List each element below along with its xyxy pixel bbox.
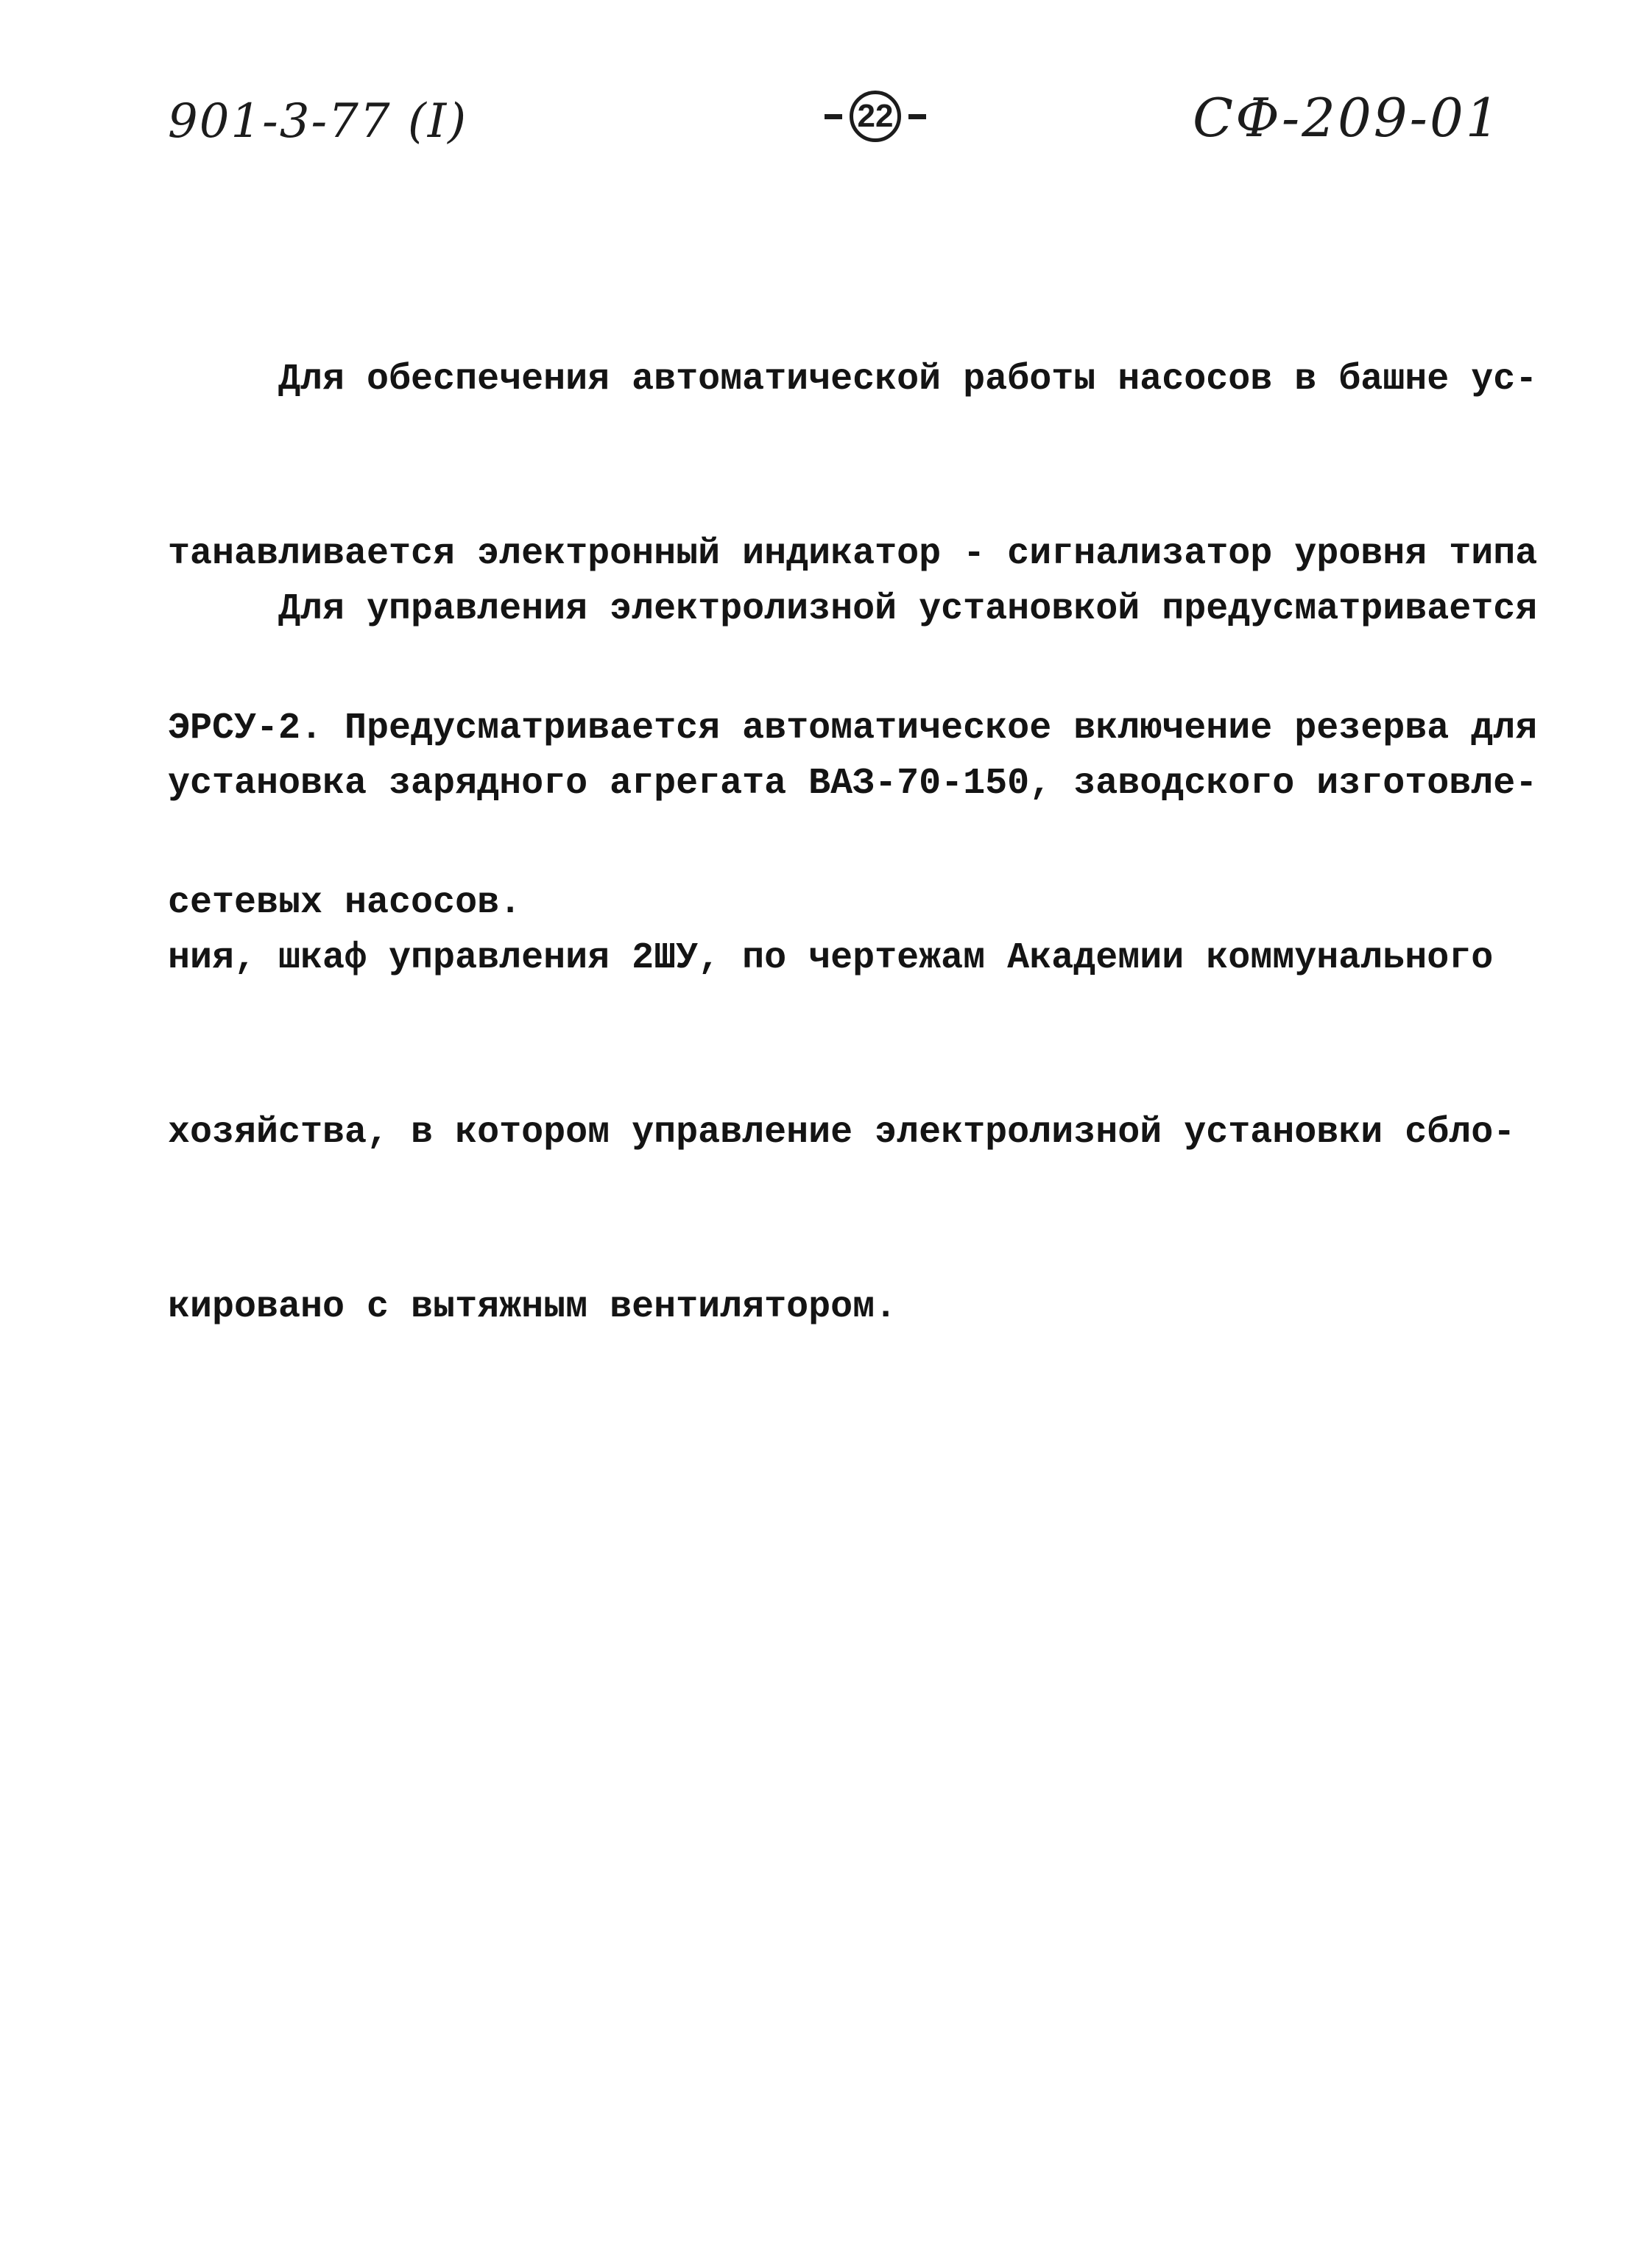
dash-right: [908, 114, 926, 119]
document-number: 901-3-77 (I): [168, 94, 468, 149]
paragraph-line: ния, шкаф управления 2ШУ, по чертежам Академии коммунального: [168, 937, 1494, 979]
paragraph-line: кировано с вытяжным вентилятором.: [168, 1286, 897, 1328]
paragraph-line: хозяйства, в котором управление электролизной установки сбло-: [168, 1112, 1516, 1154]
page-number: [817, 87, 933, 146]
paragraph-line: установка зарядного агрегата ВАЗ-70-150, заводского изготовле-: [168, 763, 1538, 805]
paragraph-line: танавливается электронный индикатор - сигнализатор уровня типа: [168, 533, 1538, 575]
dash-left: [825, 114, 842, 119]
series-code: СФ-209-01: [1193, 87, 1502, 149]
paragraph-2: [168, 464, 1538, 1453]
paragraph-line: ЭРСУ-2. Предусматривается автоматическое включение резерва для: [168, 708, 1538, 749]
page-number-circle: 22: [850, 91, 901, 142]
paragraph-line: Для управления электролизной установкой предусматривается: [168, 588, 1538, 630]
paragraph-line: сетевых насосов.: [168, 882, 522, 924]
paragraph-line: Для обеспечения автоматической работы насосов в башне ус-: [168, 359, 1538, 401]
